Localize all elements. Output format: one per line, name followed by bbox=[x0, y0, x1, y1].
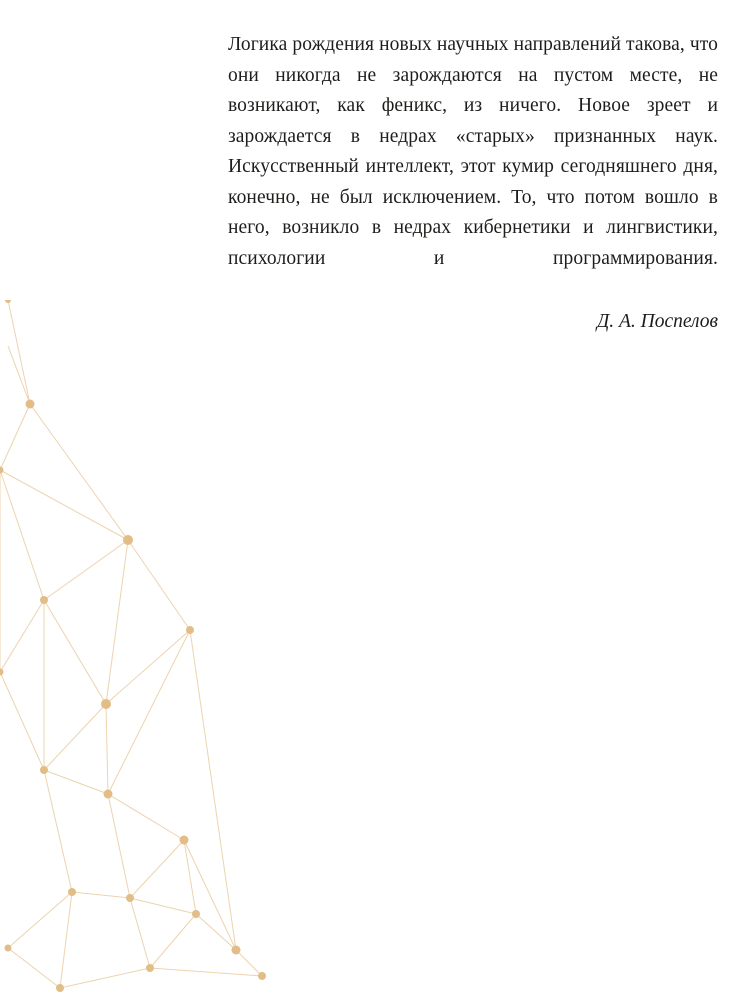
epigraph-block bbox=[228, 30, 718, 336]
network-graph-ornament bbox=[0, 300, 320, 1000]
epigraph-text: Логика рождения новых научных направлений такова, что они никогда не зарождаются на пустом месте, не возникают, как феникс, из ничего. Новое зреет и зарождается в недрах «старых» признанных наук. Искусственный интеллект, этот кумир сегодняшнего дня, конечно, не был исключением. То, что потом вошло в него, возникло в недрах кибернетики и лингвистики, психологии и программирования. bbox=[228, 34, 718, 269]
epigraph-attribution: Д. А. Поспелов bbox=[596, 311, 718, 332]
